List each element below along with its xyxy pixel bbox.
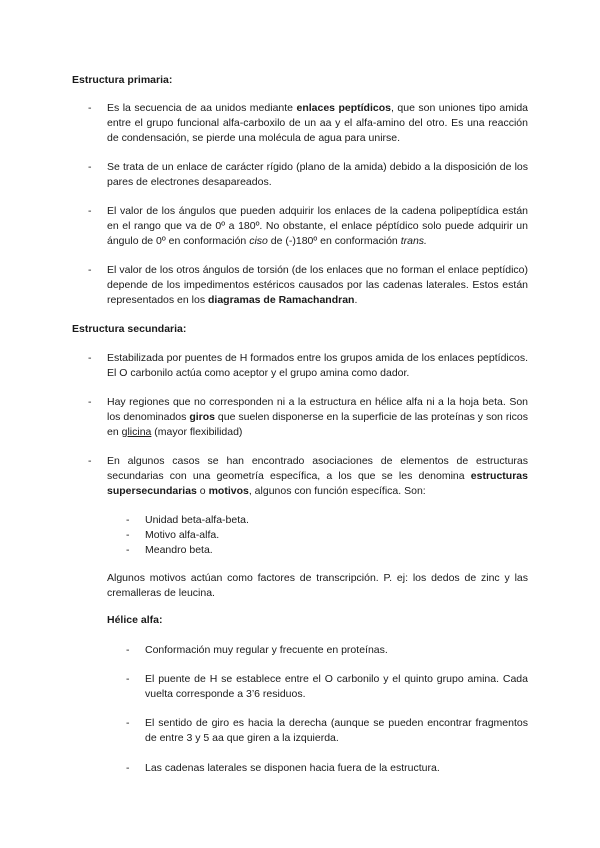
bullet-dash: -	[88, 352, 92, 364]
motif-label: Meandro beta.	[145, 544, 213, 556]
list-item	[126, 672, 528, 702]
term-estructuras-supersecundarias: estructuras supersecundarias	[107, 470, 528, 497]
bullet-dash: -	[88, 396, 92, 408]
paragraph-text: Se trata de un enlace de carácter rígido (plano de la amida) debido a la disposición de los pares de electrones desapareados.	[107, 161, 528, 188]
term-enlaces-peptidicos: enlaces peptídicos	[296, 102, 391, 114]
bullet-dash: -	[88, 161, 92, 173]
bullet-dash: -	[126, 544, 130, 556]
paragraph-text: El puente de H se establece entre el O carbonilo y el quinto grupo amina. Cada vuelta corresponde a 3’6 residuos.	[145, 673, 528, 700]
paragraph-text: El valor de los otros ángulos de torsión (de los enlaces que no forman el enlace peptídico) depende de los impedimentos estéricos causados por las cadenas laterales. Estos están representados en los diagramas de Ramachandran.	[107, 264, 528, 306]
term-giros: giros	[189, 411, 215, 423]
list-item	[88, 263, 528, 308]
heading-helice-alfa: Hélice alfa:	[107, 614, 163, 626]
bullet-dash: -	[126, 529, 130, 541]
list-item	[88, 454, 528, 499]
paragraph-text: Las cadenas laterales se disponen hacia fuera de la estructura.	[145, 762, 440, 774]
motif-label: Unidad beta-alfa-beta.	[145, 514, 249, 526]
paragraph-text: En algunos casos se han encontrado asociaciones de elementos de estructuras secundarias con una geometría específica, a los que se les denomina estructuras supersecundarias o motivos, algunos con función específica. Son:	[107, 455, 528, 497]
term-diagramas-ramachandran: diagramas de Ramachandran	[207, 294, 355, 306]
bullet-dash: -	[88, 264, 92, 276]
list-item	[88, 204, 528, 249]
list-item	[126, 761, 528, 776]
term-glicina: glicina	[121, 426, 152, 438]
list-item	[126, 643, 528, 658]
list-item	[88, 395, 528, 440]
paragraph-text: El sentido de giro es hacia la derecha (aunque se pueden encontrar fragmentos de entre 3 y 5 aa que giren a la izquierda.	[145, 717, 528, 744]
bullet-dash: -	[126, 514, 130, 526]
bullet-dash: -	[126, 644, 130, 656]
list-item	[126, 716, 528, 746]
list-item	[88, 351, 528, 381]
bullet-dash: -	[88, 455, 92, 467]
bullet-dash: -	[126, 673, 130, 685]
motifs-note: Algunos motivos actúan como factores de transcripción. P. ej: los dedos de zinc y las cremalleras de leucina.	[107, 572, 528, 599]
bullet-dash: -	[126, 762, 130, 774]
paragraph-text: Hay regiones que no corresponden ni a la estructura en hélice alfa ni a la hoja beta. Son los denominados giros que suelen disponerse en la superficie de las proteínas y son ricos en glicina (mayor flexibilidad)	[107, 396, 528, 438]
paragraph-text: El valor de los ángulos que pueden adquirir los enlaces de la cadena polipeptídica están en el rango que va de 0º a 180º. No obstante, el enlace péptídico solo puede adquirir un ángulo de 0º en conformación ciso de (-)180º en conformación trans.	[107, 205, 528, 247]
paragraph-text: Estabilizada por puentes de H formados entre los grupos amida de los enlaces peptídicos. El O carbonilo actúa como aceptor y el grupo amina como dador.	[107, 352, 528, 379]
heading-estructura-secundaria: Estructura secundaria:	[72, 323, 187, 335]
bullet-dash: -	[88, 102, 92, 114]
motif-label: Motivo alfa-alfa.	[145, 529, 220, 541]
heading-estructura-primaria: Estructura primaria:	[72, 74, 173, 86]
term-motivos: motivos	[208, 485, 249, 497]
list-item	[88, 101, 528, 146]
term-trans: trans.	[400, 235, 427, 247]
paragraph-text: Es la secuencia de aa unidos mediante enlaces peptídicos, que son uniones tipo amida entre el grupo funcional alfa-carboxilo de un aa y el alfa-amino del otro. Es una reacción de condensación, se pierde una molécula de agua para unirse.	[107, 102, 529, 144]
paragraph-text: Conformación muy regular y frecuente en proteínas.	[145, 644, 388, 656]
list-item	[88, 160, 528, 190]
bullet-dash: -	[126, 717, 130, 729]
bullet-dash: -	[88, 205, 92, 217]
term-ciso: ciso	[249, 235, 268, 247]
